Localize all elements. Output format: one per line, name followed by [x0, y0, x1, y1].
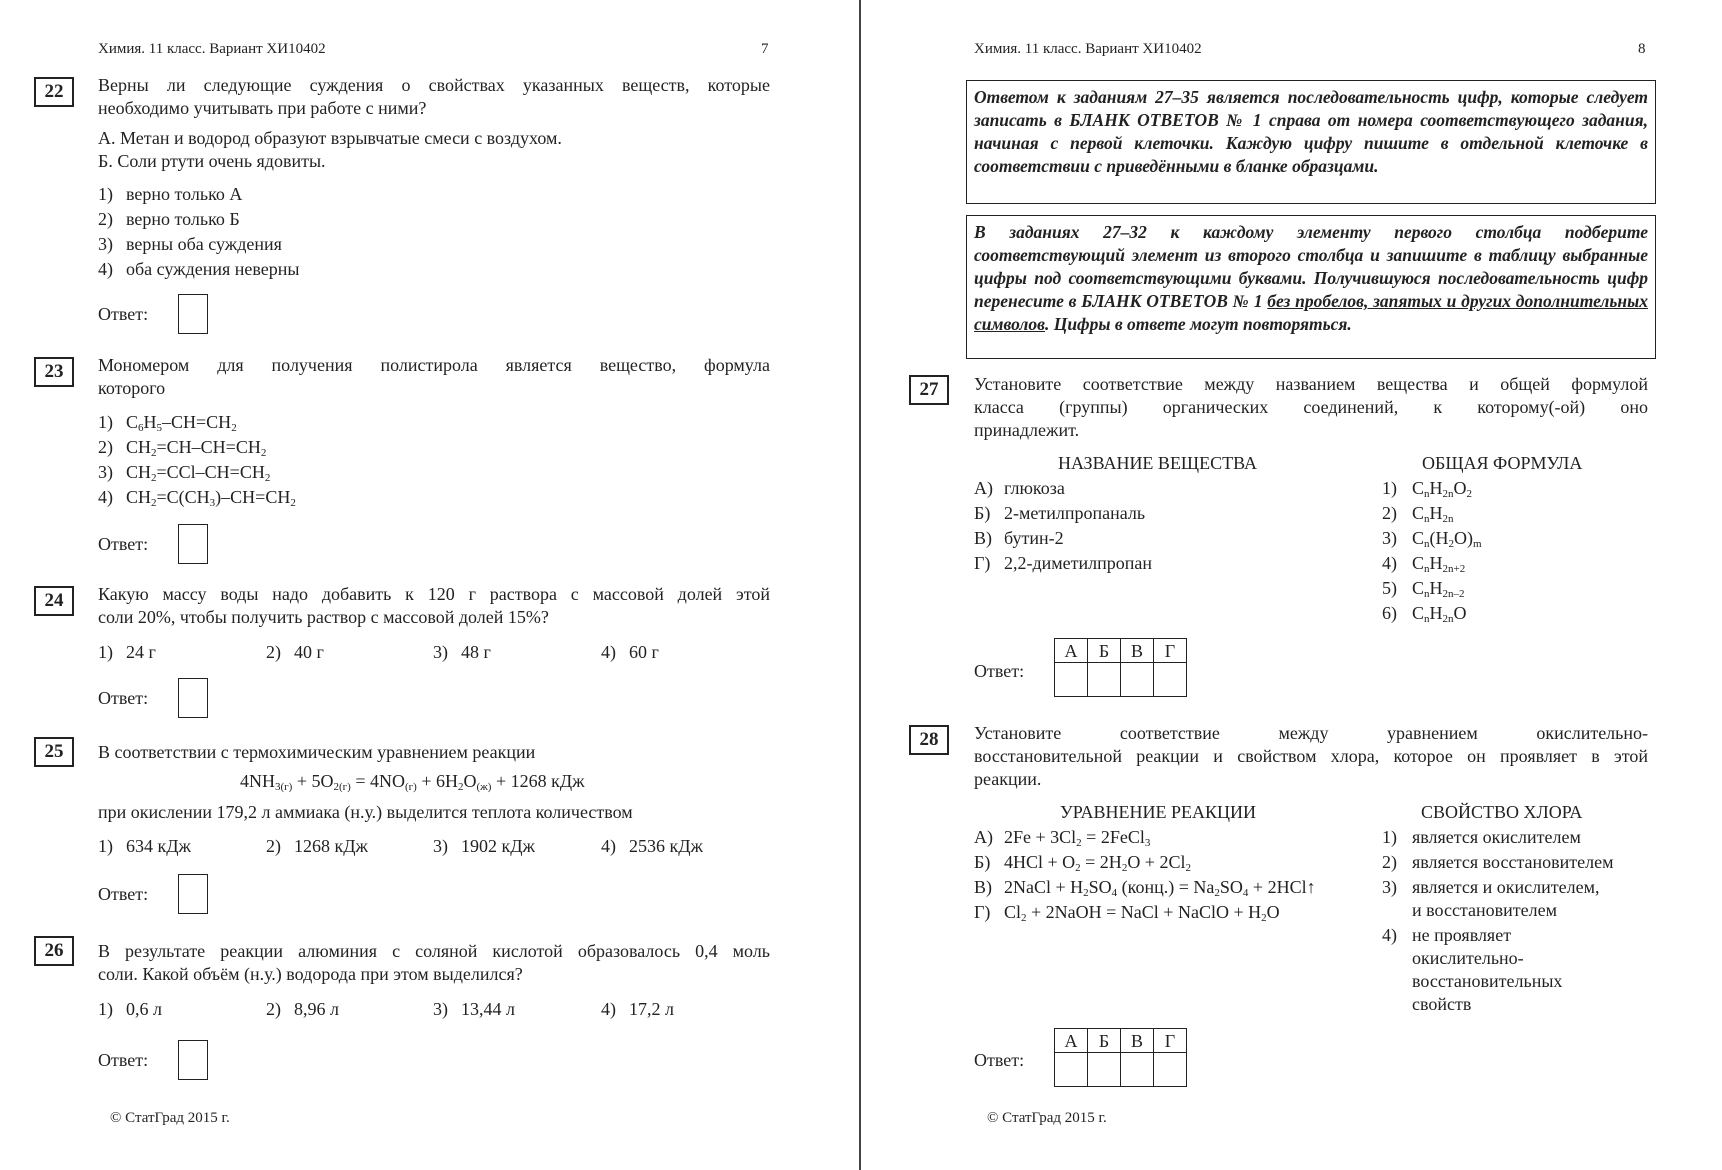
question-28-column-2-header: СВОЙСТВО ХЛОРА [1421, 802, 1583, 822]
question-26-text-line-2: соли. Какой объём (н.у.) водорода при этом выделился? [98, 964, 523, 984]
answer-label-24: Ответ: [98, 688, 149, 708]
question-28-property-4-line-4: свойств [1412, 994, 1472, 1014]
question-23-option-4: 4) $CH_2=C(CH_3)-CH=CH_2$ [98, 487, 296, 509]
question-28-text-line-1: Установите соответствие между уравнением окислительно- [974, 723, 1648, 743]
answer-cell-b[interactable] [1088, 663, 1121, 697]
question-27-formula-6: 6) $C_nH_{2n}O$ [1382, 603, 1467, 625]
answer-cell-g[interactable] [1154, 663, 1187, 697]
question-27-item-v: В) бутин-2 [974, 528, 1064, 548]
question-26-option-2: 2) 8,96 л [266, 999, 339, 1019]
answer-label-25: Ответ: [98, 884, 149, 904]
answer-box-25[interactable] [178, 874, 208, 914]
question-25-equation: $4NH_{3(г)} + 5O_{2(г)} = 4NO_{(г)} + 6H_2O_{(ж)} + 1268$ кДж [240, 771, 585, 793]
page-number: 7 [761, 41, 769, 57]
question-23-option-3: 3) $CH_2=CCl-CH=CH_2$ [98, 462, 271, 484]
question-number-25: 25 [34, 737, 74, 767]
question-23-text-line-2: которого [98, 378, 166, 398]
instruction-2-text: В заданиях 27–32 к каждому элементу первого столбца подберите соответствующий элемент из второго столбца и запишите в таблицу выбранные цифры под соответствующими буквами. Получившуюся последовательность цифр перенесите в БЛАНК ОТВЕТОВ № 1 без пробелов, запятых и других дополнительных символов. Цифры в ответе могут повторяться. [974, 222, 1648, 334]
answer-label-22: Ответ: [98, 304, 149, 324]
question-25-text-line-2: при окислении 179,2 л аммиака (н.у.) выделится теплота количеством [98, 802, 633, 822]
question-23-option-1: 1) $C_6H_5-CH=CH_2$ [98, 412, 237, 434]
question-25-option-1: 1) 634 кДж [98, 836, 191, 856]
question-27-formula-3: 3) $C_n(H_2O)_m$ [1382, 528, 1482, 550]
question-22-text-line-1: Верны ли следующие суждения о свойствах указанных веществ, которые [98, 75, 770, 95]
question-27-formula-1: 1) $C_nH_{2n}O_2$ [1382, 478, 1473, 500]
answer-grid-27 [1054, 638, 1187, 697]
question-22-statement-b: Б. Соли ртути очень ядовиты. [98, 151, 326, 171]
question-22-statement-a: А. Метан и водород образуют взрывчатые смеси с воздухом. [98, 128, 562, 148]
question-28-text-line-3: реакции. [974, 769, 1042, 789]
question-28-item-g: Г) $Cl_2$ + 2NaOH = NaCl + NaClO + $H_2O$ [974, 902, 1280, 924]
question-22-option-3: 3) верны оба суждения [98, 234, 282, 254]
page-footer: © СтатГрад 2015 г. [110, 1110, 230, 1126]
question-number-22: 22 [34, 77, 74, 107]
grid-header-b: Б [1088, 639, 1121, 663]
grid-header-g: Г [1154, 1029, 1187, 1053]
question-27-column-1-header: НАЗВАНИЕ ВЕЩЕСТВА [1058, 453, 1257, 473]
instruction-box-1 [966, 80, 1656, 204]
grid-header-g: Г [1154, 639, 1187, 663]
grid-header-a: А [1055, 639, 1088, 663]
question-28-property-4-line-2: окислительно- [1412, 948, 1524, 968]
question-number-24: 24 [34, 586, 74, 616]
question-28-item-v: В) 2NaCl + $H_2SO_4$ (конц.) = $Na_2SO_4$ + 2HCl↑ [974, 877, 1316, 899]
answer-box-24[interactable] [178, 678, 208, 718]
question-28-property-4-line-3: восстановительных [1412, 971, 1563, 991]
question-22-text-line-2: необходимо учитывать при работе с ними? [98, 98, 427, 118]
question-25-option-2: 2) 1268 кДж [266, 836, 368, 856]
question-28-property-3: 3) является и окислителем, [1382, 877, 1600, 897]
question-28-item-a: А) $2Fe + 3Cl_2$ = 2FeCl$_3$ [974, 827, 1151, 849]
page-number: 8 [1638, 41, 1646, 57]
question-28-text-line-2: восстановительной реакции и свойством хлора, которое он проявляет в этой [974, 746, 1648, 766]
question-24-option-1: 1) 24 г [98, 642, 156, 662]
answer-cell-v[interactable] [1121, 663, 1154, 697]
question-24-option-2: 2) 40 г [266, 642, 324, 662]
question-25-text-line-1: В соответствии с термохимическим уравнением реакции [98, 742, 536, 762]
right-page [862, 0, 1722, 1170]
answer-box-26[interactable] [178, 1040, 208, 1080]
question-24-option-3: 3) 48 г [433, 642, 491, 662]
question-28-property-1: 1) является окислителем [1382, 827, 1581, 847]
grid-header-b: Б [1088, 1029, 1121, 1053]
question-26-option-3: 3) 13,44 л [433, 999, 515, 1019]
question-number-28: 28 [909, 725, 949, 755]
question-27-text-line-3: принадлежит. [974, 420, 1080, 440]
question-28-property-3-continued: и восстановителем [1412, 900, 1557, 920]
question-27-text-line-2: класса (группы) органических соединений, к которому(-ой) оно [974, 397, 1648, 417]
question-26-text-line-1: В результате реакции алюминия с соляной кислотой образовалось 0,4 моль [98, 941, 770, 961]
question-23-option-2: 2) $CH_2=CH-CH=CH_2$ [98, 437, 267, 459]
question-27-formula-2: 2) $C_nH_{2n}$ [1382, 503, 1454, 525]
answer-cell-b[interactable] [1088, 1053, 1121, 1087]
question-24-option-4: 4) 60 г [601, 642, 659, 662]
grid-header-v: В [1121, 639, 1154, 663]
question-27-formula-5: 5) $C_nH_{2n-2}$ [1382, 578, 1465, 600]
question-22-option-2: 2) верно только Б [98, 209, 240, 229]
question-22-option-1: 1) верно только А [98, 184, 243, 204]
question-27-item-b: Б) 2-метилпропаналь [974, 503, 1146, 523]
grid-header-v: В [1121, 1029, 1154, 1053]
page-header: Химия. 11 класс. Вариант ХИ10402 [98, 41, 326, 57]
page-header: Химия. 11 класс. Вариант ХИ10402 [974, 41, 1202, 57]
answer-label-26: Ответ: [98, 1050, 149, 1070]
question-24-text-line-2: соли 20%, чтобы получить раствор с массовой долей 15%? [98, 607, 549, 627]
instruction-1-text: Ответом к заданиям 27–35 является последовательность цифр, которые следует записать в БЛАНК ОТВЕТОВ № 1 справа от номера соответствующего задания, начиная с первой клеточки. Каждую цифру пишите в отдельной клеточке в соответствии с приведёнными в бланке образцами. [974, 87, 1648, 176]
question-24-text-line-1: Какую массу воды надо добавить к 120 г раствора с массовой долей этой [98, 584, 770, 604]
question-28-property-2: 2) является восстановителем [1382, 852, 1614, 872]
grid-header-a: А [1055, 1029, 1088, 1053]
answer-box-23[interactable] [178, 524, 208, 564]
answer-label-27: Ответ: [974, 661, 1025, 681]
page-footer: © СтатГрад 2015 г. [987, 1110, 1107, 1126]
question-27-item-a: А) глюкоза [974, 478, 1065, 498]
question-26-option-4: 4) 17,2 л [601, 999, 674, 1019]
answer-grid-28 [1054, 1028, 1187, 1087]
question-number-23: 23 [34, 357, 74, 387]
question-26-option-1: 1) 0,6 л [98, 999, 162, 1019]
question-27-item-g: Г) 2,2-диметилпропан [974, 553, 1153, 573]
answer-label-23: Ответ: [98, 534, 149, 554]
question-27-column-2-header: ОБЩАЯ ФОРМУЛА [1422, 453, 1583, 473]
question-27-formula-4: 4) $C_nH_{2n+2}$ [1382, 553, 1466, 575]
question-25-option-3: 3) 1902 кДж [433, 836, 535, 856]
question-23-text-line-1: Мономером для получения полистирола является вещество, формула [98, 355, 770, 375]
answer-label-28: Ответ: [974, 1050, 1025, 1070]
answer-cell-a[interactable] [1055, 663, 1088, 697]
question-22-option-4: 4) оба суждения неверны [98, 259, 300, 279]
answer-cell-v[interactable] [1121, 1053, 1154, 1087]
question-28-item-b: Б) $4HCl + O_2 = 2H_2O + 2Cl_2$ [974, 852, 1191, 874]
question-25-option-4: 4) 2536 кДж [601, 836, 703, 856]
answer-box-22[interactable] [178, 294, 208, 334]
question-number-27: 27 [909, 375, 949, 405]
question-28-property-4: 4) не проявляет [1382, 925, 1512, 945]
answer-cell-a[interactable] [1055, 1053, 1088, 1087]
answer-cell-g[interactable] [1154, 1053, 1187, 1087]
question-28-column-1-header: УРАВНЕНИЕ РЕАКЦИИ [1060, 802, 1256, 822]
left-page [0, 0, 860, 1170]
question-number-26: 26 [34, 936, 74, 966]
instruction-box-2 [966, 215, 1656, 359]
question-27-text-line-1: Установите соответствие между названием вещества и общей формулой [974, 374, 1648, 394]
